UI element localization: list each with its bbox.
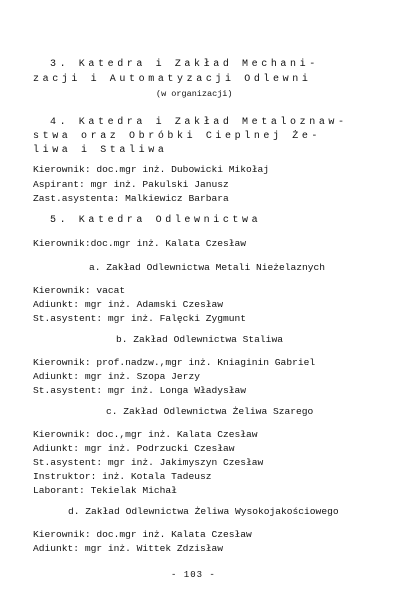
s3-title-line2: zacji i Automatyzacji Odlewni (33, 74, 312, 85)
s4-title-line2: stwa oraz Obróbki Cieplnej Że- (33, 131, 322, 142)
s5a-title: a. Zakład Odlewnictwa Metali Nieżelaznych (89, 262, 326, 273)
s4-staff-line: Aspirant: mgr inż. Pakulski Janusz (33, 179, 229, 190)
s5-heading: 5. Katedra Odlewnictwa (50, 215, 262, 226)
s3-note: (w organizacji) (156, 89, 233, 99)
s5c-staff-line: Instruktor: inż. Kotala Tadeusz (33, 471, 212, 482)
s5d-staff-line: Adiunkt: mgr inż. Wittek Zdzisław (33, 543, 223, 554)
page-number: - 103 - (171, 570, 216, 580)
s5b-staff-line: St.asystent: mgr inż. Longa Władysław (33, 385, 247, 396)
s5c-title: c. Zakład Odlewnictwa Żeliwa Szarego (106, 406, 314, 417)
s5c-staff-line: St.asystent: mgr inż. Jakimyszyn Czesław (33, 457, 264, 468)
s4-title-line3: liwa i Staliwa (33, 145, 168, 156)
s4-staff-line: Zast.asystenta: Malkiewicz Barbara (33, 193, 229, 204)
s5a-staff-line: Adiunkt: mgr inż. Adamski Czesław (33, 299, 223, 310)
s5a-staff-line: Kierownik: vacat (33, 285, 126, 296)
s5c-staff-line: Laborant: Tekielak Michał (33, 485, 177, 496)
s5d-title: d. Zakład Odlewnictwa Żeliwa Wysokojakościowego (68, 506, 339, 517)
s5b-title: b. Zakład Odlewnictwa Staliwa (116, 334, 283, 345)
s5c-staff-line: Kierownik: doc.,mgr inż. Kalata Czesław (33, 429, 258, 440)
s5d-staff-line: Kierownik: doc.mgr inż. Kalata Czesław (33, 529, 252, 540)
s5a-staff-line: St.asystent: mgr inż. Falęcki Zygmunt (33, 313, 247, 324)
s5b-staff-line: Kierownik: prof.nadzw.,mgr inż. Kniaginin Gabriel (33, 357, 316, 368)
s4-staff-line: Kierownik: doc.mgr inż. Dubowicki Mikołaj (33, 164, 270, 175)
s5-head: Kierownik:doc.mgr inż. Kalata Czesław (33, 238, 247, 249)
s3-title-line1: 3. Katedra i Zakład Mechani- (50, 59, 319, 70)
s5c-staff-line: Adiunkt: mgr inż. Podrzucki Czesław (33, 443, 235, 454)
s5b-staff-line: Adiunkt: mgr inż. Szopa Jerzy (33, 371, 200, 382)
s4-title-line1: 4. Katedra i Zakład Metaloznaw- (50, 117, 348, 128)
